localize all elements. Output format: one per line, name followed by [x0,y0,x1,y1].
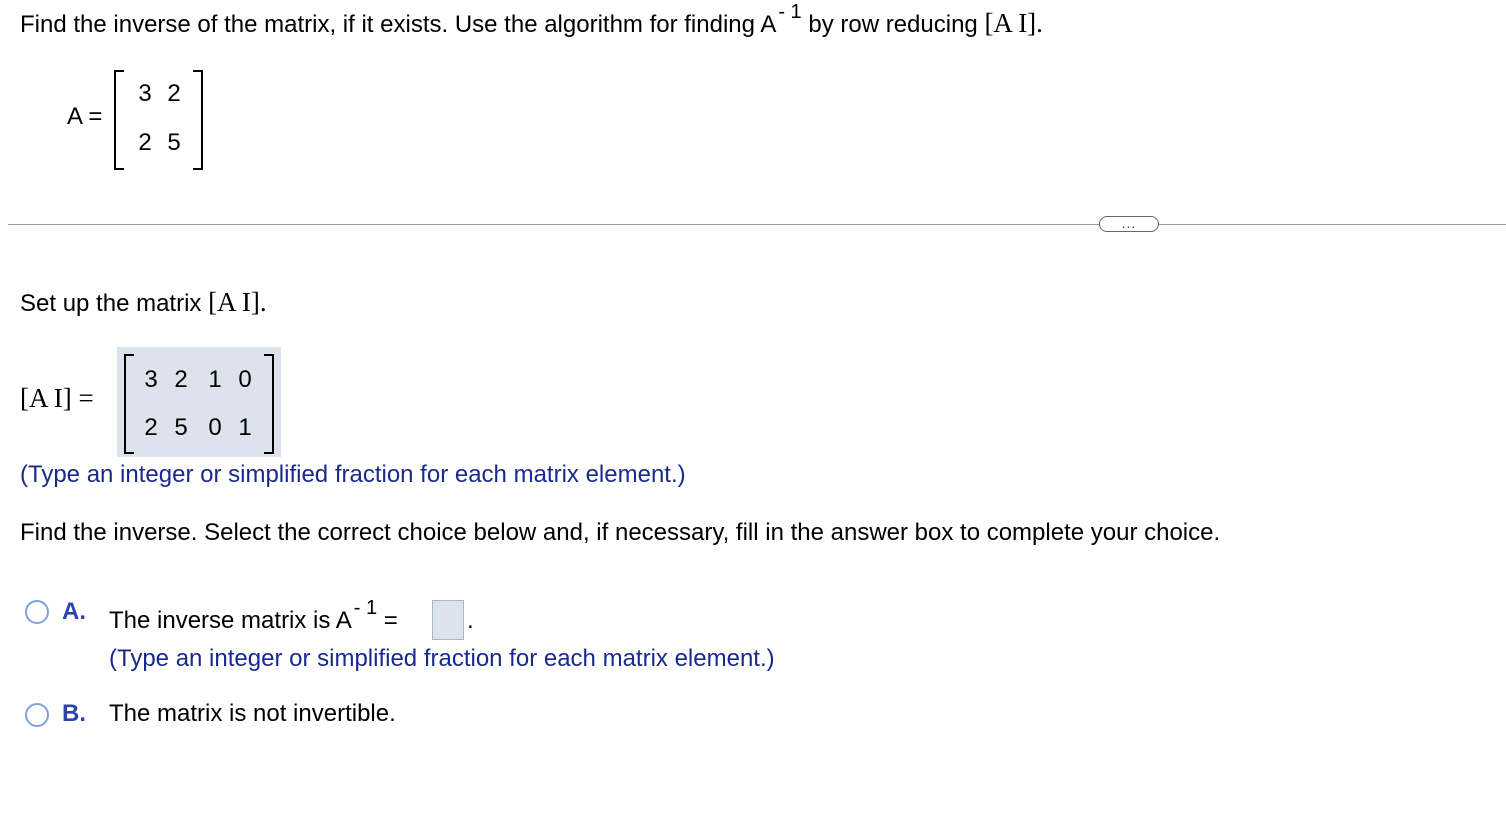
augmented-matrix-cell[interactable]: 0 [238,366,252,393]
choice-a-letter[interactable]: A. [62,598,86,625]
augmented-matrix-cell[interactable]: 1 [208,366,222,393]
choice-a-text [109,597,398,636]
augmented-matrix-cell[interactable]: 0 [208,414,222,441]
question-augmented-label: [A I]. [984,8,1043,38]
choice-a-text-main: The inverse matrix is A [109,607,352,634]
augmented-matrix-cell[interactable]: 2 [144,414,158,441]
augmented-matrix-cell[interactable]: 1 [238,414,252,441]
choice-b-letter[interactable]: B. [62,700,86,727]
choice-b-radio[interactable] [25,703,49,727]
question-text-after: by row reducing [808,11,978,38]
question-text [20,1,1043,40]
augmented-matrix-left-bracket [124,354,134,454]
setup-prompt-matrix: [A I]. [208,287,267,317]
augmented-matrix-cell[interactable]: 2 [174,366,188,393]
matrix-a-cell: 3 [138,80,152,107]
section-divider [8,224,1506,225]
choice-a-equals: = [383,607,398,634]
choice-b-text: The matrix is not invertible. [109,700,396,727]
choice-a-hint: (Type an integer or simplified fraction for each matrix element.) [109,645,775,672]
choice-a-period: . [467,607,474,634]
augmented-matrix-label: [A I] = [20,383,94,413]
question-text-before: Find the inverse of the matrix, if it exists. Use the algorithm for finding A [20,11,777,38]
setup-hint: (Type an integer or simplified fraction for each matrix element.) [20,461,686,488]
inverse-answer-box[interactable] [432,600,464,640]
matrix-a-cell: 5 [167,129,181,156]
setup-prompt [20,288,267,318]
matrix-a-cell: 2 [167,80,181,107]
choice-a-superscript: - 1 [353,597,378,619]
more-options-button[interactable]: ... [1099,216,1159,232]
find-inverse-instruction: Find the inverse. Select the correct choice below and, if necessary, fill in the answer box to complete your choice. [20,519,1221,546]
matrix-a-cell: 2 [138,129,152,156]
question-superscript: - 1 [778,1,802,23]
matrix-a-label: A = [67,103,103,130]
augmented-matrix-right-bracket [264,354,274,454]
matrix-a-left-bracket [114,70,124,170]
augmented-matrix-cell[interactable]: 3 [144,366,158,393]
matrix-a-right-bracket [193,70,203,170]
setup-prompt-text: Set up the matrix [20,290,202,317]
choice-a-radio[interactable] [25,600,49,624]
augmented-matrix-cell[interactable]: 5 [174,414,188,441]
